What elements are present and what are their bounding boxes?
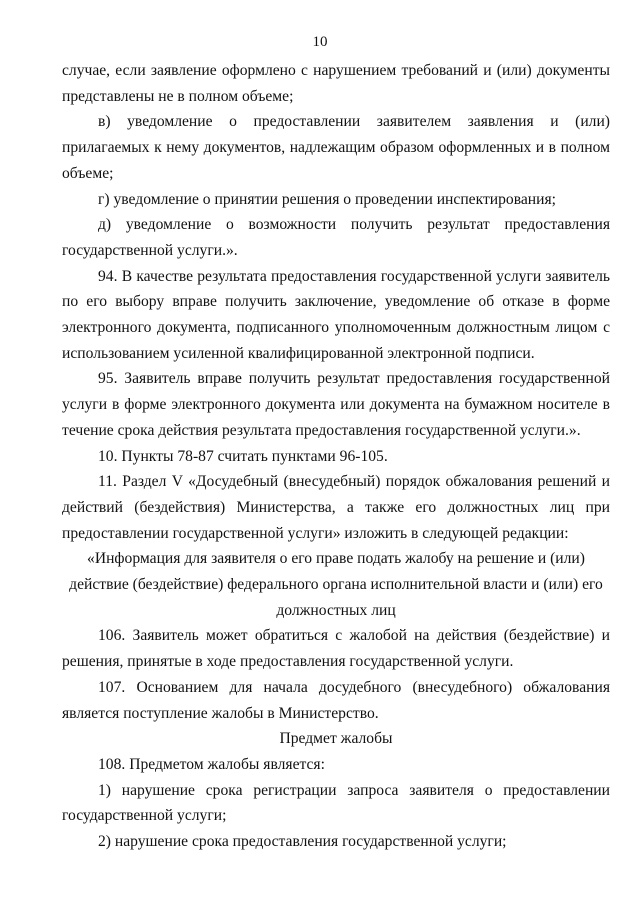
paragraph-108-item-1: 1) нарушение срока регистрации запроса заявителя о предоставлении государственной услуги; xyxy=(62,781,610,825)
paragraph-continuation: случае, если заявление оформлено с нарушением требований и (или) документы представлены не в полном объеме; xyxy=(62,62,610,105)
section-heading-line-3: должностных лиц xyxy=(276,601,396,619)
section-heading-line-2: действие (бездействие) федерального органа исполнительной власти и (или) его xyxy=(69,576,603,594)
paragraph-item-v: в) уведомление о предоставлении заявителем заявления и (или) прилагаемых к нему документов, надлежащим образом оформленных и в полном объеме; xyxy=(62,113,610,182)
page-number: 10 xyxy=(312,34,328,50)
section-heading-line-1: «Информация для заявителя о его праве подать жалобу на решение и (или) xyxy=(87,550,585,568)
paragraph-106: 106. Заявитель может обратиться с жалобой на действия (бездействие) и решения, принятые в ходе предоставления государственной услуги. xyxy=(62,627,610,671)
document-body xyxy=(62,58,610,855)
paragraph-item-d: д) уведомление о возможности получить результат предоставления государственной услуги.». xyxy=(62,216,610,259)
paragraph-11: 11. Раздел V «Досудебный (внесудебный) порядок обжалования решений и действий (бездействия) Министерства, а также его должностных лиц при предоставлении государственной услуги» изложить в следующей редакции: xyxy=(62,473,610,542)
section-heading xyxy=(62,546,610,623)
paragraph-94: 94. В качестве результата предоставления государственной услуги заявитель по его выбору вправе получить заключение, уведомление об отказе в форме электронного документа, подписанного уполномоченным должностным лицом с использованием усиленной квалифицированной электронной подписи. xyxy=(62,267,610,362)
paragraph-107: 107. Основанием для начала досудебного (внесудебного) обжалования является поступление жалобы в Министерство. xyxy=(62,678,610,722)
paragraph-108: 108. Предметом жалобы является: xyxy=(98,755,325,773)
paragraph-95: 95. Заявитель вправе получить результат предоставления государственной услуги в форме электронного документа или документа на бумажном носителе в течение срока действия результата предоставления государственной услуги.». xyxy=(62,370,610,439)
paragraph-item-g: г) уведомление о принятии решения о проведении инспектирования; xyxy=(98,190,556,208)
paragraph-108-item-2: 2) нарушение срока предоставления государственной услуги; xyxy=(98,833,507,851)
paragraph-10: 10. Пункты 78-87 считать пунктами 96-105. xyxy=(98,447,388,465)
subheading-complaint-subject: Предмет жалобы xyxy=(279,730,393,748)
